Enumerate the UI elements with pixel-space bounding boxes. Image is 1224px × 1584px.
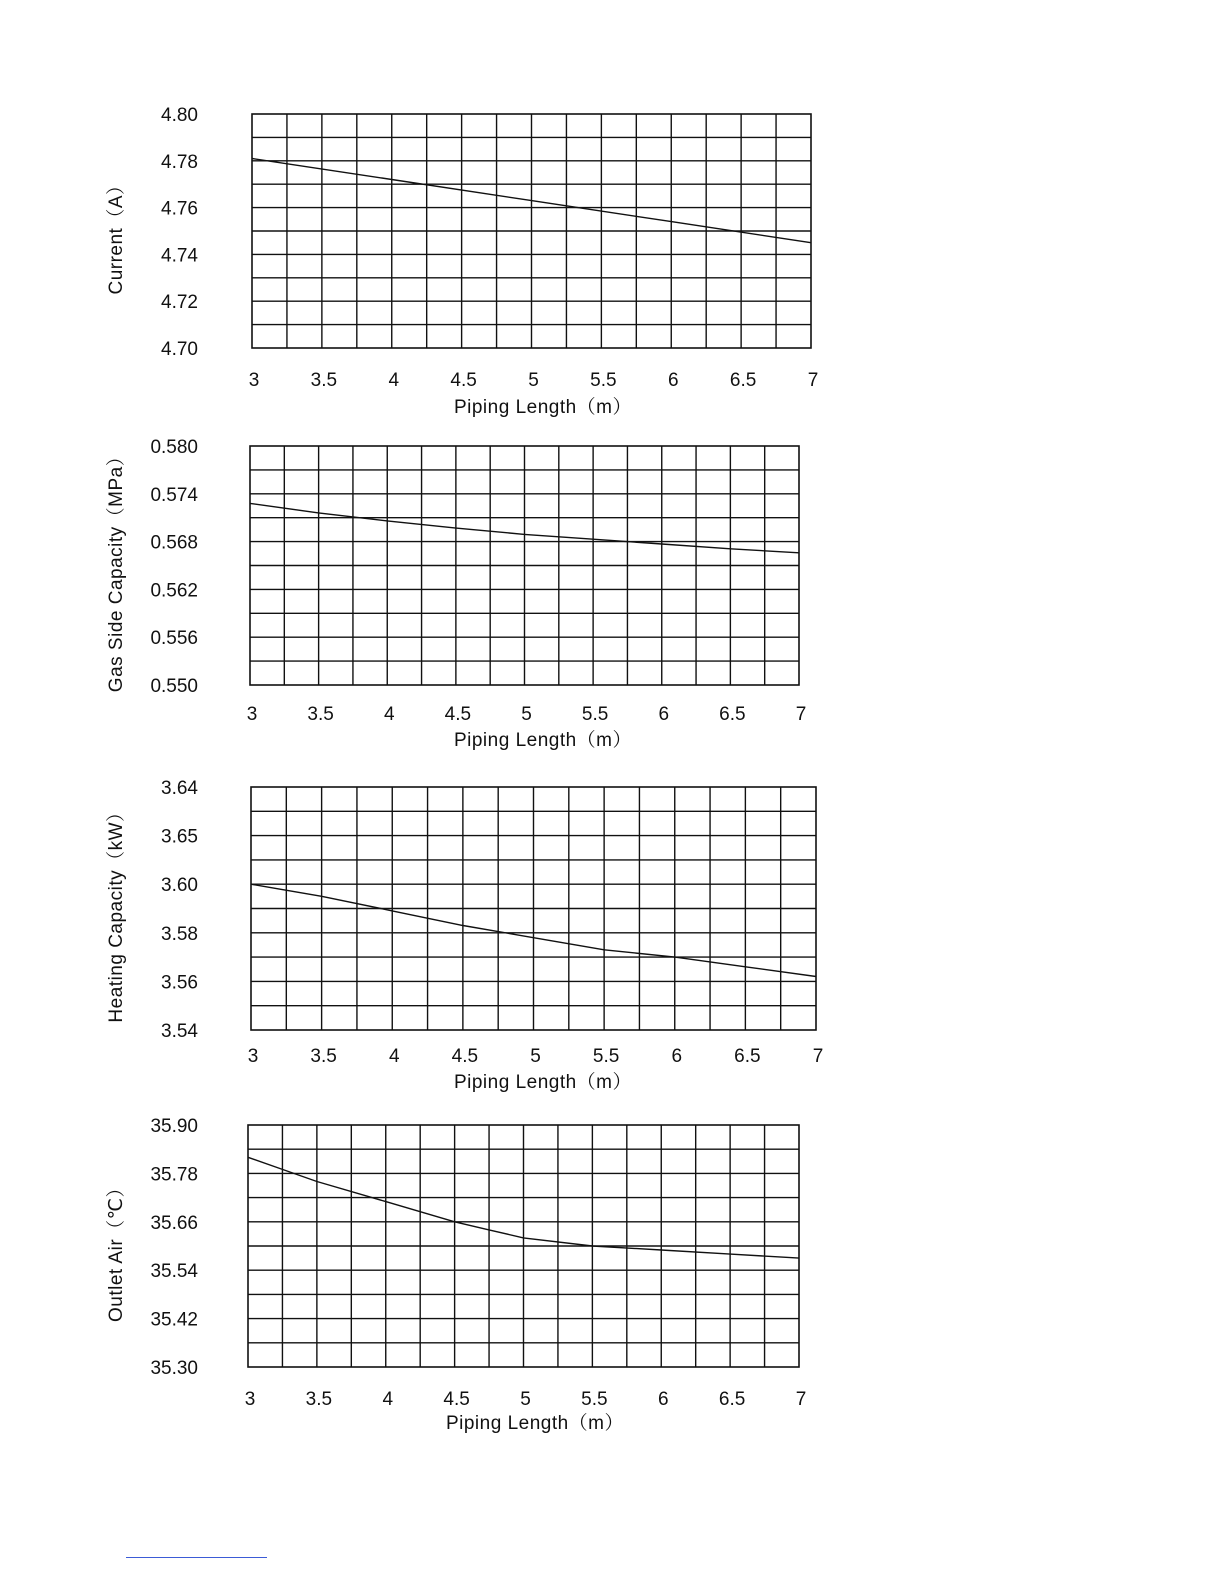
x-tick-label: 4: [388, 370, 400, 391]
x-tick-label: 6.5: [729, 370, 757, 391]
y-tick-label: 3.58: [161, 923, 198, 945]
x-axis-label: Piping Length（m）: [453, 1072, 633, 1093]
x-tick-label: 3.5: [305, 1389, 333, 1410]
x-axis-label: Piping Length（m）: [453, 730, 633, 751]
x-tick-label: 7: [795, 704, 807, 725]
y-tick-label: 4.78: [161, 151, 198, 173]
y-tick-label: 0.574: [150, 484, 198, 506]
y-axis-label: Current（A）: [106, 175, 127, 295]
x-tick-label: 4.5: [443, 1389, 470, 1410]
x-tick-label: 6: [671, 1046, 683, 1067]
x-axis-label: Piping Length（m）: [453, 397, 633, 418]
chart-4: [105, 1116, 806, 1434]
chart-2: [105, 437, 806, 751]
y-tick-label: 0.562: [150, 580, 198, 602]
x-tick-label: 5.5: [592, 1046, 620, 1067]
chart-1: [105, 105, 818, 418]
grid: [251, 787, 816, 1030]
y-axis-label: Heating Capacity（kW）: [106, 802, 127, 1023]
y-tick-label: 35.42: [150, 1309, 198, 1331]
y-tick-label: 0.580: [150, 437, 198, 458]
y-tick-label: 4.70: [161, 339, 198, 360]
x-tick-label: 6.5: [719, 704, 746, 725]
x-tick-label: 7: [795, 1389, 807, 1410]
x-tick-label: 4.5: [450, 370, 477, 391]
y-tick-label: 3.60: [161, 875, 198, 897]
y-tick-label: 35.90: [150, 1116, 198, 1137]
y-tick-label: 35.66: [150, 1212, 198, 1234]
x-tick-label: 3: [244, 1389, 256, 1410]
x-tick-label: 3.5: [310, 1046, 337, 1067]
y-tick-label: 3.64: [161, 778, 198, 799]
chart-3: [105, 778, 823, 1093]
x-tick-label: 4: [382, 1389, 394, 1410]
y-tick-label: 4.80: [161, 105, 198, 126]
grid: [250, 446, 799, 685]
y-axis-label: Gas Side Capacity（MPa）: [106, 446, 127, 693]
grid: [248, 1125, 799, 1367]
x-tick-label: 6: [657, 1389, 669, 1410]
y-axis-label: Outlet Air（℃）: [106, 1178, 127, 1322]
x-tick-label: 3: [247, 1046, 259, 1067]
x-tick-label: 4: [388, 1046, 400, 1067]
y-tick-label: 0.550: [150, 676, 198, 697]
y-tick-label: 4.74: [161, 245, 198, 267]
grid: [252, 114, 811, 348]
y-tick-label: 3.54: [161, 1021, 198, 1042]
y-tick-label: 35.78: [150, 1164, 198, 1186]
y-tick-label: 4.72: [161, 292, 198, 314]
x-tick-label: 7: [812, 1046, 824, 1067]
y-tick-label: 4.76: [161, 198, 198, 220]
x-tick-label: 3: [246, 704, 258, 725]
y-tick-label: 35.54: [150, 1261, 198, 1283]
x-tick-label: 6.5: [718, 1389, 746, 1410]
y-tick-label: 0.556: [150, 628, 198, 650]
x-tick-label: 5: [530, 1046, 541, 1067]
footnote-rule: [126, 1557, 267, 1558]
x-tick-label: 4: [383, 704, 395, 725]
x-tick-label: 5: [528, 370, 539, 391]
x-tick-label: 5: [520, 1389, 531, 1410]
y-tick-label: 0.568: [150, 532, 198, 554]
x-tick-label: 3: [248, 370, 260, 391]
y-tick-label: 35.30: [150, 1358, 198, 1379]
y-tick-label: 3.65: [161, 826, 198, 848]
x-tick-label: 5.5: [590, 370, 617, 391]
y-tick-label: 3.56: [161, 972, 198, 994]
x-axis-label: Piping Length（m）: [445, 1413, 625, 1434]
x-tick-label: 4.5: [444, 704, 472, 725]
x-tick-label: 6: [667, 370, 679, 391]
x-tick-label: 4.5: [451, 1046, 479, 1067]
x-tick-label: 5.5: [581, 704, 609, 725]
x-tick-label: 3.5: [310, 370, 338, 391]
x-tick-label: 7: [807, 370, 819, 391]
x-tick-label: 5: [521, 704, 532, 725]
x-tick-label: 5.5: [581, 1389, 608, 1410]
x-tick-label: 3.5: [307, 704, 334, 725]
x-tick-label: 6: [658, 704, 670, 725]
x-tick-label: 6.5: [734, 1046, 761, 1067]
